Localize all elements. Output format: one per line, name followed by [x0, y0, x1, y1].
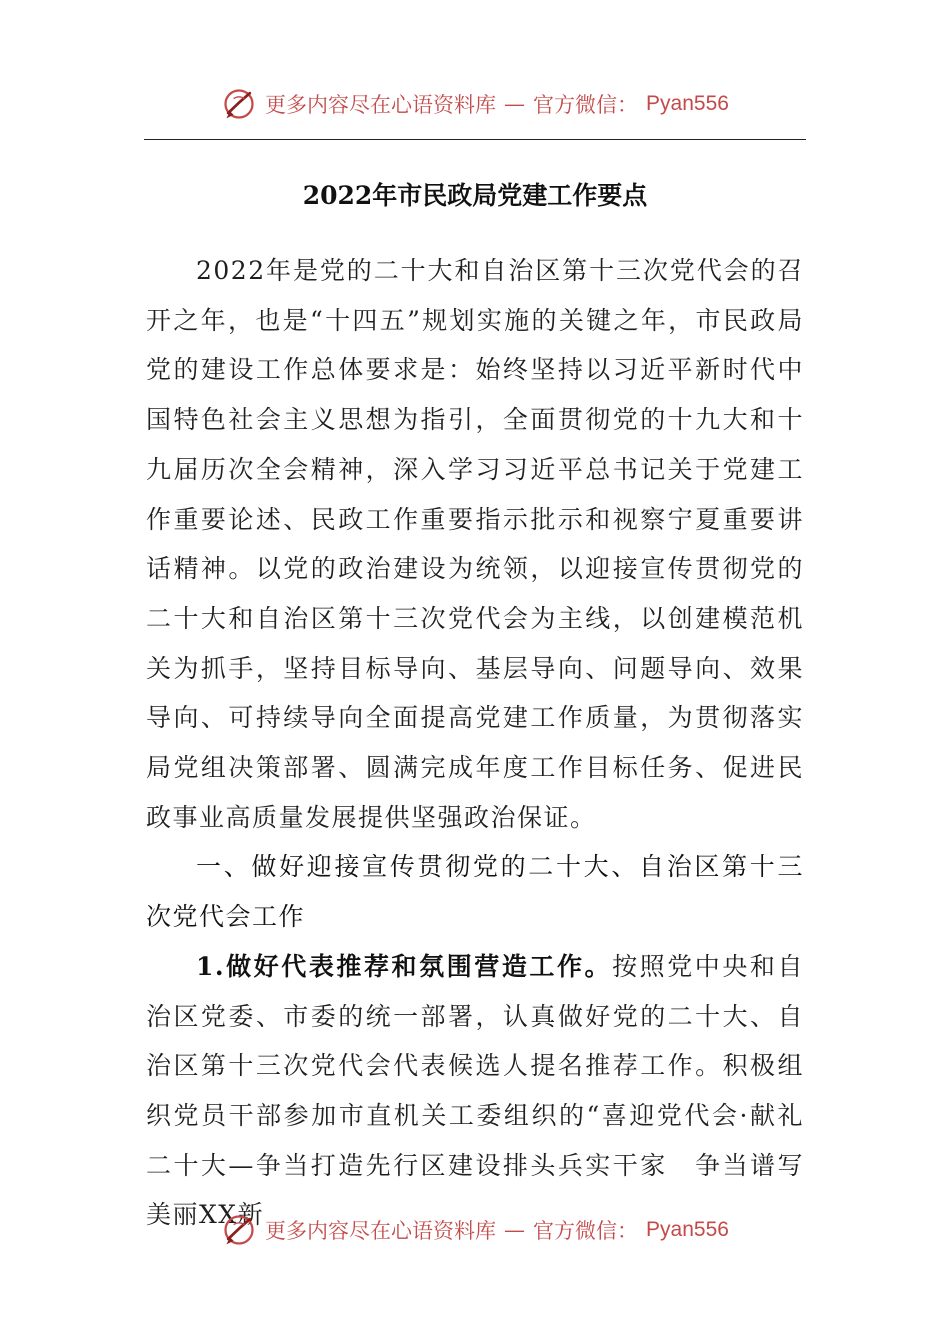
item-1-paragraph — [146, 942, 804, 1240]
watermark-wechat-id: Pyan556 — [646, 92, 729, 115]
footer-watermark-wechat-id: Pyan556 — [646, 1218, 729, 1241]
footer-watermark-inner — [221, 1212, 729, 1248]
item-1-body: 按照党中央和自治区党委、市委的统一部署，认真做好党的二十大、自治区第十三次党代会代表候选人提名推荐工作。积极组织党员干部参加市直机关工委组织的“喜迎党代会·献礼二十大—争当打造先行区建设排头兵实干家 争当谱写美丽XX新 — [146, 951, 804, 1230]
watermark-text: 更多内容尽在心语资料库 — [265, 93, 497, 117]
watermark-separator: — — [504, 92, 526, 116]
section-1-heading: 一、做好迎接宣传贯彻党的二十大、自治区第十三次党代会工作 — [146, 852, 804, 932]
watermark-wechat-label: 官方微信： — [533, 93, 639, 117]
pen-circle-logo-icon — [221, 86, 257, 122]
header-watermark — [0, 82, 950, 126]
intro-paragraph: 2022年是党的二十大和自治区第十三次党代会的召开之年，也是“十四五”规划实施的关键之年，市民政局党的建设工作总体要求是：始终坚持以习近平新时代中国特色社会主义思想为指引，全面贯彻党的十九大和十九届历次全会精神，深入学习习近平总书记关于党建工作重要论述、民政工作重要指示批示和视察宁夏重要讲话精神。以党的政治建设为统领，以迎接宣传贯彻党的二十大和自治区第十三次党代会为主线，以创建模范机关为抓手，坚持目标导向、基层导向、问题导向、效果导向、可持续导向全面提高党建工作质量，为贯彻落实局党组决策部署、圆满完成年度工作目标任务、促进民政事业高质量发展提供坚强政治保证。 — [146, 256, 804, 832]
pen-circle-logo-icon — [221, 1212, 257, 1248]
footer-watermark-separator: — — [504, 1218, 526, 1242]
footer-watermark-text: 更多内容尽在心语资料库 — [265, 1219, 497, 1243]
footer-watermark-wechat-label: 官方微信： — [533, 1219, 639, 1243]
footer-watermark — [0, 1208, 950, 1252]
header-watermark-inner — [221, 86, 729, 122]
header-divider — [144, 139, 806, 140]
document-title: 2022年市民政局党建工作要点 — [302, 181, 648, 210]
document-body — [146, 246, 804, 1240]
item-1-lead: 1.做好代表推荐和氛围营造工作。 — [196, 951, 613, 981]
